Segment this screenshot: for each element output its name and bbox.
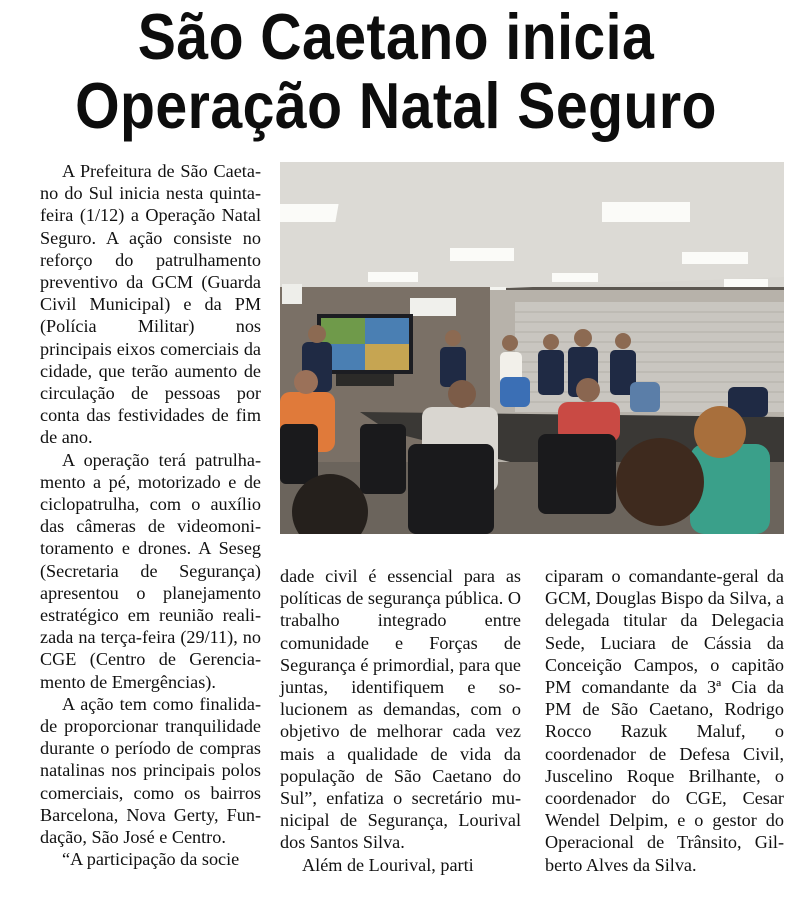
- article-headline: [48, 2, 745, 140]
- article-column-2: [280, 565, 521, 876]
- paragraph: A operação terá patrulhamento a pé, motorizado e de ciclopatrulha, com o auxílio das câmeras de videomonitoramento e drones. A Seseg (Secretaria de Segurança) apresentou o planejamento estratégico em reunião realizada na terça-feira (29/11), no CGE (Centro de Gerenciamento de Emergências).: [40, 449, 261, 692]
- paragraph: A ação tem como finalidade proporcionar tranquilidade durante o período de compras natalinas nos principais polos comerciais, como os bairros Barcelona, Nova Gerty, Fundação, São José e Centro.: [40, 693, 261, 848]
- paragraph: “A participação da socie: [62, 849, 240, 870]
- article-column-1: [40, 160, 261, 871]
- paragraph: ciparam o comandante-geral da GCM, Douglas Bispo da Silva, a delegada titular da Delegacia Sede, Luciara de Cássia da Conceição Campos, o capitão PM comandante da 3ª Cia da PM de São Caetano, Rodrigo Rocco Razuk Maluf, o coordenador de Defesa Civil, Juscelino Roque Brilhante, o coordenador do CGE, Cesar Wendel Delpim, e o gestor do Operacional de Trânsito, Gilberto Alves da Silva.: [545, 566, 784, 875]
- headline-line-1: São Caetano inicia: [137, 0, 655, 73]
- paragraph: A Prefeitura de São Caetano do Sul inicia nesta quinta-feira (1/12) a Operação Natal Seguro. A ação consiste no reforço do patrulhamento preventivo da GCM (Guarda Civil Municipal) e da PM (Polícia Militar) nos principais eixos comerciais da cidade, que terão aumento de circulação de pessoas por conta das festividades de fim de ano.: [40, 161, 261, 448]
- paragraph: dade civil é essencial para as políticas de segurança pública. O trabalho integrado entre comunidade e Forças de Segurança é primordial, para que juntas, identifiquem e solucionem as demandas, com o objetivo de melhorar cada vez mais a qualidade de vida da população de São Caetano do Sul”, enfatiza o secretário municipal de Segurança, Lourival dos Santos Silva.: [280, 566, 521, 853]
- article-column-3: [545, 565, 784, 876]
- paragraph: Além de Lourival, parti: [302, 854, 474, 875]
- meeting-room-photo: [280, 162, 784, 534]
- photo-illustration: [280, 162, 784, 534]
- headline-line-2: Operação Natal Seguro: [75, 69, 717, 142]
